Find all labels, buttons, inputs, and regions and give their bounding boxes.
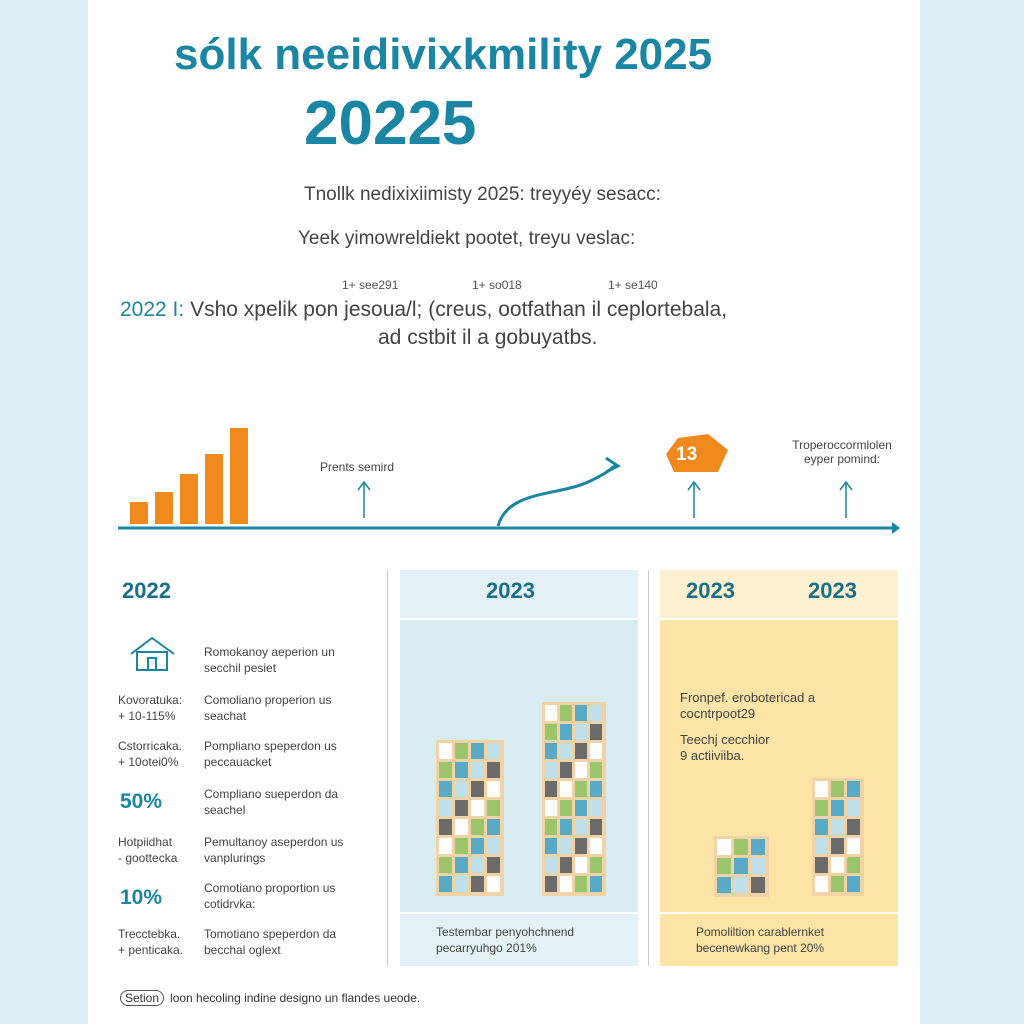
intro-year: 2022 I:	[120, 298, 185, 321]
col-c-caption-line-2: becenewkang pent 20%	[696, 941, 825, 955]
col-a-row-7-label	[118, 926, 183, 958]
col-b-caption	[436, 924, 574, 956]
house-icon	[128, 636, 178, 674]
col-c-caption-line-1: Pomoliltion carablernket	[696, 925, 825, 939]
building-b-right	[542, 702, 606, 896]
col-b-caption-line-1: Testembar penyohchnend	[436, 925, 575, 939]
col-a-row-5-label	[118, 834, 177, 866]
col-a-row-4-desc-line-2: seachel	[204, 803, 246, 817]
growth-curve-arrow	[498, 466, 616, 526]
col-a-row-3-label-line-2: + 10otei0%	[118, 755, 179, 769]
column-divider	[387, 570, 388, 966]
col-a-row-3-desc	[204, 738, 337, 770]
col-a-row-6-desc	[204, 880, 335, 912]
label-right	[778, 438, 906, 466]
timeline-label-1: 1+ see291	[342, 278, 399, 292]
col-a-row-2-desc-line-1: Comoliano properion us	[204, 693, 332, 707]
col-a-heading: 2022	[122, 578, 171, 603]
col-a-row-4-desc-line-1: Compliano sueperdon da	[204, 787, 339, 801]
col-a-row-1-desc-line-1: Romokanoy aeperion un	[204, 645, 335, 659]
footer-pill[interactable]: Setion	[120, 990, 164, 1006]
badge-number: 13	[676, 444, 698, 465]
col-a-row-1-desc	[204, 644, 335, 676]
col-a-row-1-desc-line-2: secchil pesiet	[204, 661, 277, 675]
col-a-row-3-label-line-1: Cstorricaka.	[118, 739, 183, 753]
intro-text-1: Vsho xpelik pon jesoua/l; (creus, ootfathan il ceplortebala,	[190, 298, 728, 321]
infographic-page	[88, 0, 920, 1024]
col-a-row-2-desc	[204, 692, 331, 724]
bar-group	[130, 428, 248, 524]
col-a-row-4-desc	[204, 786, 338, 818]
timeline-chart	[88, 410, 920, 550]
label-right-line-2: eyper pomind:	[803, 452, 881, 466]
col-a-row-5-desc	[204, 834, 343, 866]
title-line-1: sólk neeidivixkmility 2025	[174, 30, 713, 79]
timeline-axis-arrowhead	[892, 522, 900, 534]
intro-line-1	[120, 298, 727, 322]
col-a-row-5-label-line-1: Hotpiidhat	[118, 835, 173, 849]
building-c-left	[714, 836, 769, 897]
intro-line-2: ad cstbit il a gobuyatbs.	[378, 326, 598, 349]
col-a-row-2-desc-line-2: seachat	[204, 709, 247, 723]
bar-2	[155, 492, 173, 524]
column-divider-2	[648, 570, 649, 966]
col-c-caption	[696, 924, 824, 956]
bar-5	[230, 428, 248, 524]
col-b-heading: 2023	[486, 578, 535, 603]
subtitle-2: Yeek yimowreldiekt pootet, treyu veslac:	[298, 228, 636, 249]
col-c-buildings	[660, 620, 898, 912]
col-a-row-6-desc-line-2: cotidrvka:	[204, 897, 256, 911]
col-a-row-7-desc-line-1: Tomotiano speperdon da	[204, 927, 337, 941]
col-c-heading-2: 2023	[808, 578, 857, 603]
col-c-text-1-line-1: Fronpef. erobotericad a	[680, 690, 816, 705]
col-c-text-2-line-1: Teechj cecchior	[680, 732, 770, 747]
bar-1	[130, 502, 148, 524]
col-b-caption-line-2: pecarryuhgo 201%	[436, 941, 537, 955]
col-a-row-2-label	[118, 692, 182, 724]
col-c-heading-1: 2023	[686, 578, 735, 603]
label-right-line-1: Troperoccormlolen	[792, 438, 892, 452]
footer-text: loon hecoling indine designo un flandes ueode.	[170, 991, 421, 1005]
label-prents: Prents semird	[320, 460, 395, 474]
col-a-row-5-desc-line-2: vanplurings	[204, 851, 266, 865]
footer	[120, 990, 420, 1006]
col-a-row-5-label-line-2: - goottecka	[118, 851, 178, 865]
building-b-left	[436, 740, 504, 896]
col-a-row-7-desc	[204, 926, 336, 958]
col-a-row-7-label-line-1: Trecctebka.	[118, 927, 181, 941]
subtitle-1: Tnollk nedixixiimisty 2025: treyyéy sesacc:	[304, 184, 661, 205]
building-c-right	[812, 778, 864, 896]
col-a-row-2-label-line-1: Kovoratuka:	[118, 693, 183, 707]
timeline-label-2: 1+ so018	[472, 278, 522, 292]
col-c-text-2-line-2: 9 actiiviiba.	[680, 748, 745, 763]
col-a-row-3-label	[118, 738, 182, 770]
col-a-row-5-desc-line-1: Pemultanoy aseperdon us	[204, 835, 344, 849]
bar-3	[180, 474, 198, 524]
col-a-row-3-desc-line-1: Pompliano speperdon us	[204, 739, 337, 753]
title-line-2: 20225	[304, 89, 477, 158]
col-a-row-7-label-line-2: + penticaka.	[118, 943, 184, 957]
col-a-row-6-desc-line-1: Comotiano proportion us	[204, 881, 336, 895]
col-a-row-3-desc-line-2: peccauacket	[204, 755, 272, 769]
timeline-label-3: 1+ se140	[608, 278, 658, 292]
col-a-row-2-label-line-2: + 10-115%	[118, 709, 176, 723]
bar-4	[205, 454, 223, 524]
col-a-row-4-percent: 50%	[120, 790, 163, 813]
col-b-buildings	[400, 620, 638, 912]
col-c-text-1-line-2: cocntrpoot29	[680, 706, 756, 721]
col-a-row-6-percent: 10%	[120, 886, 163, 909]
col-a-row-7-desc-line-2: becchal oglext	[204, 943, 281, 957]
growth-curve-arrowhead	[606, 458, 618, 472]
